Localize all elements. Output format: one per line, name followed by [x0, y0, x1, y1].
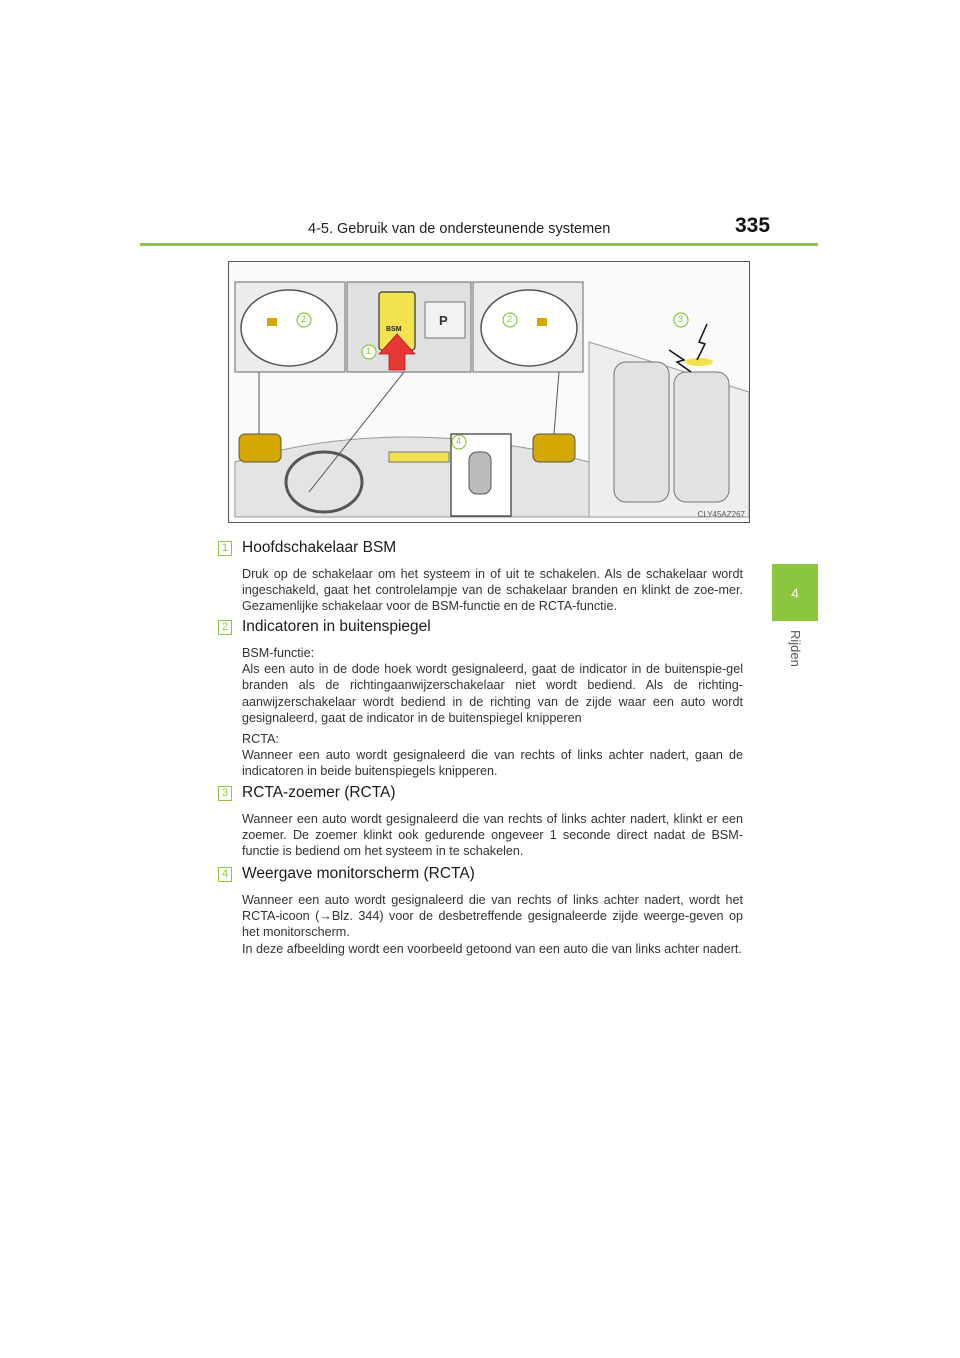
callout-4: 4: [456, 436, 462, 446]
section-paragraph: RCTA:: [242, 732, 279, 747]
chapter-tab-number: 4: [791, 584, 799, 601]
callout-2-right: 2: [507, 314, 513, 324]
page-number: 335: [735, 214, 771, 237]
svg-text:P: P: [439, 313, 448, 328]
section-paragraph: BSM-functie:: [242, 646, 315, 660]
callout-1: 1: [366, 346, 372, 356]
section-paragraph: Wanneer een auto wordt gesignaleerd die van rechts of links achter nadert, klinkt er een zoemer. De zoemer klinkt ook gedurende ongeveer 1 seconde direct nadat de BSM-functie is bediend om het systeem in te schakelen.: [242, 812, 743, 859]
section-title: RCTA-zoemer (RCTA): [242, 784, 396, 801]
section-paragraph: Als een auto in de dode hoek wordt gesignaleerd, gaat de indicator in de buitenspie-gel branden als de richtingaanwijzerschakelaar niet wordt bediend. Als de richting-aanwijzerschakelaar wordt bediend in de richting van de zijde waar een auto wordt gesignaleerd, gaat de indicator in de buitenspiegel knipperen: [242, 662, 743, 725]
section-mirror-indicators: [218, 617, 743, 785]
section-paragraph: Druk op de schakelaar om het systeem in of uit te schakelen. Als de schakelaar wordt ingeschakeld, gaat het controlelampje van de schakelaar branden en klinkt de zoe-mer. Gezamenlijke schakelaar voor de BSM-functie en de RCTA-functie.: [242, 567, 743, 614]
section-paragraph: Wanneer een auto wordt gesignaleerd die van rechts of links achter nadert, wordt het RCTA-icoon (→Blz. 344) voor de desbetreffende gesignaleerde zijde weerge-geven op het monitorscherm.: [242, 893, 743, 940]
section-paragraph: Wanneer een auto wordt gesignaleerd die van rechts of links achter nadert, gaan de indicatoren in beide buitenspiegels knipperen.: [242, 748, 743, 779]
section-number: 1: [218, 541, 232, 556]
section-monitor-display: [218, 864, 743, 962]
section-number: 3: [218, 786, 232, 801]
section-title: Hoofdschakelaar BSM: [242, 539, 397, 556]
section-rcta-buzzer: [218, 783, 743, 865]
section-main-switch: [218, 538, 743, 620]
section-number: 2: [218, 620, 232, 635]
system-illustration: [228, 261, 750, 523]
figure-code: CLY45AZ267: [697, 510, 745, 519]
illustration-drawing: [229, 262, 749, 522]
callout-3: 3: [678, 314, 684, 324]
chapter-tab[interactable]: [772, 564, 818, 621]
section-number: 4: [218, 867, 232, 882]
chapter-tab-label: Rijden: [788, 630, 803, 667]
chapter-title: 4-5. Gebruik van de ondersteunende systemen: [308, 221, 611, 237]
section-title: Weergave monitorscherm (RCTA): [242, 865, 475, 882]
bsm-button-label: BSM: [386, 326, 402, 333]
section-paragraph: In deze afbeelding wordt een voorbeeld getoond van een auto die van links achter nadert.: [242, 941, 742, 956]
callout-2-left: 2: [301, 314, 307, 324]
section-title: Indicatoren in buitenspiegel: [242, 618, 431, 635]
header-rule: [140, 243, 818, 246]
